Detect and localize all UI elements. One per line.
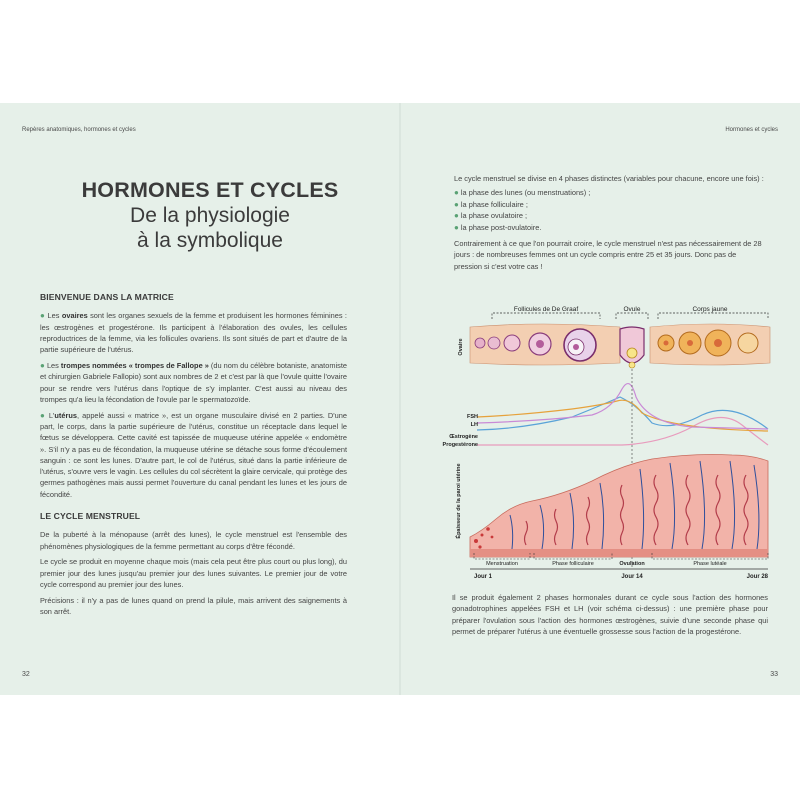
chapter-title-block (40, 177, 380, 253)
chapter-subtitle-line-1: De la physiologie (130, 204, 290, 227)
bullet-icon: ● (454, 188, 459, 198)
paragraph-trompes (40, 360, 347, 405)
curve-oestrogene (477, 397, 768, 430)
label-ovulation: Ovulation (619, 561, 645, 567)
bullet-icon: ● (454, 211, 459, 221)
paragraph-ovaires (40, 310, 347, 355)
top-bracket-corps-jaune (658, 306, 768, 319)
paragraph-phases-intro: Le cycle menstruel se divise en 4 phases distinctes (variables pour chacune, encore une fois) : (454, 174, 764, 183)
right-page-text-top (454, 173, 766, 275)
bullet-icon: ● (454, 199, 459, 209)
page-number-right: 33 (770, 671, 778, 678)
label-progesterone: Progestérone (442, 442, 478, 448)
label-phase-folliculaire: Phase folliculaire (552, 561, 594, 567)
label-menstruation: Menstruation (486, 561, 518, 567)
chapter-title: HORMONES ET CYCLES (81, 178, 339, 202)
bullet-icon: ● (454, 222, 459, 232)
paragraph-cycle-length: Contrairement à ce que l'on pourrait croire, le cycle menstruel n'est pas nécessairement de 28 jours : de nombreuses femmes ont un cycle compris entre 25 et 35 jours. Donc pas de pression si c'est votre cas ! (454, 239, 762, 271)
curve-lh (477, 384, 768, 429)
label-fsh: FSH (467, 414, 478, 420)
running-head-right: Hormones et cycles (725, 127, 778, 133)
label-ovaire: Ovaire (458, 338, 464, 356)
ovule-cell (627, 348, 637, 358)
text-fragment: sont les organes sexuels de la femme et produisent les hormones féminines : les œstrogènes et progestérone. Ils participent à l'élaboration des ovules, les cellules reproductrices de la femme, via les follicules ovariens. Ils sont situés de part et d'autre de la partie supérieure de l'utérus. (40, 311, 347, 355)
text-fragment: , appelé aussi « matrice », est un organe musculaire divisé en 2 parties. D'une part, le corps, dans la partie supérieure de l'utérus, constitue un réceptacle dans lequel le fœtus se développera. Cette cavité est tapissée de muqueuse utérine appelée « endomètre ». S'il n'y a pas eu de fécondation, la muqueuse utérine se détache sous forme d'écoulement sanguin : ce sont les lunes. D'autre part, le col de l'utérus, situé dans la partie inférieure de l'utérus, s'ouvre vers le vagin. Les cellules du col sécrètent la glaire cervicale, qui protège des germes pathogènes mais aussi permet l'ouverture du canal pendant les lunes et les jours de fécondité. (40, 410, 347, 499)
book-gutter (399, 103, 401, 695)
phase-text: la phase folliculaire ; (460, 199, 528, 209)
term-ovaires: ovaires (61, 311, 88, 321)
bullet-icon: ● (40, 360, 45, 370)
phase-list-item (454, 210, 766, 221)
paragraph-uterus (40, 410, 347, 500)
phase-list-item (454, 199, 766, 210)
text-fragment: Les (47, 311, 62, 321)
day-axis (470, 569, 769, 580)
text-fragment: (du nom du célèbre botaniste, anatomiste et chirurgien Gabriele Fallopio) sont aux nombres de 2 et c'est par là que l'ovule quitte l'ovaire pour se rendre vers l'utérus dans l'optique de s'y implanter. C'est aussi au niveau des trompes qu'a lieu la fécondation de l'ovule par le spermatozoïde. (40, 360, 347, 404)
section-heading-cycle: LE CYCLE MENSTRUEL (40, 511, 141, 522)
bullet-icon: ● (40, 311, 46, 321)
paragraph-hormonal-phases: Il se produit également 2 phases hormonales durant ce cycle sous l'action des hormones gonadotrophines appelées FSH et LH (voir schéma ci-dessus) : une première phase pour préparer l'ovulation sous l'action des hormones œstrogènes, suivie d'une seconde phase qui permet de préparer l'utérus à une éventuelle grossesse sous l'action de la progestérone. (452, 593, 768, 637)
section-heading-matrice: BIENVENUE DANS LA MATRICE (40, 292, 174, 302)
hormone-curves (477, 384, 768, 445)
phase-list (454, 187, 766, 233)
label-wall-thickness: Épaisseur de la paroi utérine (456, 463, 462, 539)
phase-text: la phase des lunes (ou menstruations) ; (460, 188, 591, 198)
phase-text: la phase ovulatoire ; (460, 211, 528, 221)
follicle-medium (504, 335, 520, 351)
label-day-28: Jour 28 (746, 574, 768, 580)
menstrual-cycle-diagram (442, 305, 772, 585)
ovary-strip (470, 324, 770, 368)
paragraph-cycle-2: Le cycle se produit en moyenne chaque mois (mais cela peut être plus court ou plus long), du premier jour des lunes jusqu'au premier jour des lunes suivantes. Le premier jour de votre cycle correspond au premier jour des lunes. (40, 557, 347, 590)
label-phase-luteale: Phase lutéale (693, 561, 727, 567)
term-uterus: utérus (54, 410, 77, 420)
phase-text: la phase post-ovulatoire. (460, 222, 542, 232)
label-lh: LH (470, 422, 478, 428)
text-fragment: L' (48, 410, 55, 420)
bullet-icon: ● (40, 410, 46, 420)
label-day-14: Jour 14 (621, 574, 643, 580)
follicle-small-2 (488, 337, 500, 349)
page-number-left: 32 (22, 671, 30, 678)
top-bracket-ovule (616, 306, 648, 319)
phase-list-item (454, 222, 766, 233)
label-corps-jaune: Corps jaune (692, 306, 728, 313)
top-bracket-follicules (492, 306, 600, 319)
label-oestrogene: Œstrogène (449, 434, 478, 440)
running-head-left: Repères anatomiques, hormones et cycles (22, 127, 136, 133)
uterine-wall-illustration (470, 455, 768, 558)
text-fragment: Les (46, 360, 61, 370)
label-ovule: Ovule (623, 306, 641, 313)
label-day-1: Jour 1 (474, 574, 493, 580)
paragraph-cycle-1: De la puberté à la ménopause (arrêt des lunes), le cycle menstruel est l'ensemble des phénomènes physiologiques de la femme permettant au corps d'être fécondé. (40, 530, 347, 551)
phase-list-item (454, 187, 766, 198)
follicle-small-1 (475, 338, 485, 348)
chapter-subtitle-line-2: à la symbolique (137, 229, 283, 252)
right-page-text-bottom (452, 592, 768, 638)
paragraph-cycle-3: Précisions : il n'y a pas de lunes quand on prend la pilule, mais arrivent des saignements à son arrêt. (40, 595, 347, 617)
label-follicules: Follicules de De Graaf (513, 306, 579, 313)
left-page-text (40, 292, 347, 622)
term-trompes: trompes nommées « trompes de Fallope » (60, 360, 209, 370)
